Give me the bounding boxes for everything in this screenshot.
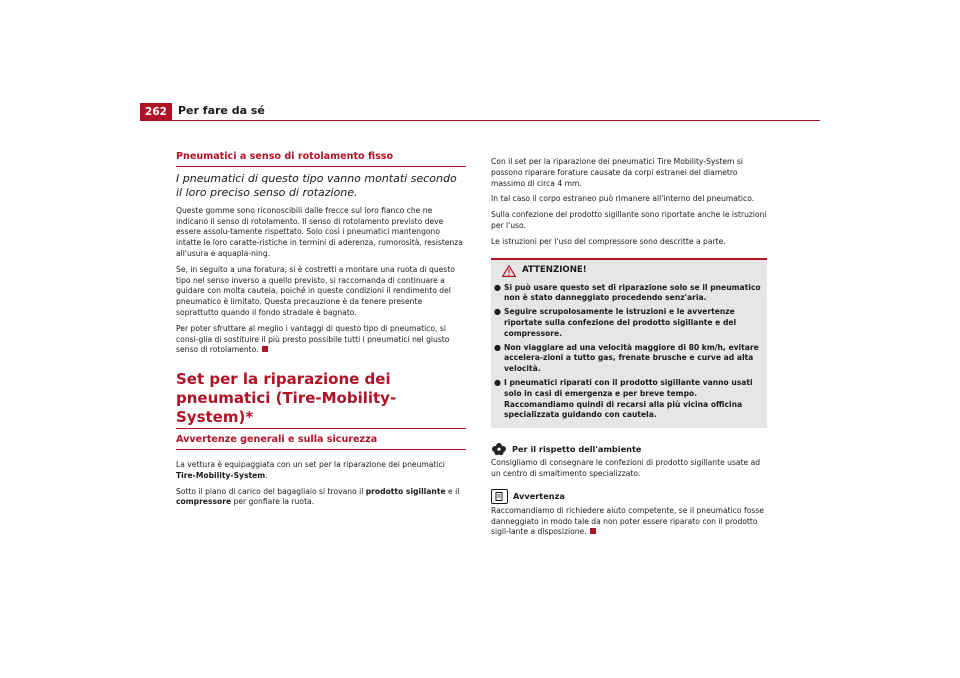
section-heading-safety: Avvertenze generali e sulla sicurezza (176, 435, 466, 450)
paragraph: Per poter sfruttare al meglio i vantaggi di questo tipo di pneumatico, si consi-glia di sostituire il più presto possibile tutti i pneumatici nel giusto senso di rotolamento. (176, 323, 450, 355)
paragraph: Sulla confezione del prodotto sigillante sono riportate anche le istruzioni per l'uso. (491, 210, 767, 230)
warning-box (491, 258, 767, 429)
warning-item: ● Si può usare questo set di riparazione solo se il pneumatico non è stato danneggiato procedendo senz'aria. (494, 282, 761, 303)
notice (491, 489, 767, 538)
paragraph: Con il set per la riparazione dei pneumatici Tire Mobility-System si possono riparare forature causate da corpi estranei del diametro massimo di circa 4 mm. (491, 157, 743, 188)
warning-triangle-icon (502, 265, 516, 277)
page-number: 262 (140, 103, 172, 120)
environment-text: Consigliamo di consegnare le confezioni di prodotto sigillante usate ad un centro di smaltimento specializzato. (491, 458, 761, 478)
section-subtitle: I pneumatici di questo tipo vanno montati secondo il loro preciso senso di rotazione. (176, 171, 457, 199)
note-icon (491, 489, 508, 504)
paragraph: La vettura è equipaggiata con un set per la riparazione dei pneumatici Tire-Mobility-System. (176, 459, 445, 480)
running-head: Per fare da sé (178, 104, 265, 117)
end-mark-icon (262, 346, 268, 352)
end-mark-icon (590, 528, 596, 534)
paragraph: Se, in seguito a una foratura, si è costretti a montare una ruota di questo tipo nel senso inverso a quello previsto, si raccomanda di continuare a guidare con molta cautela, poiché in queste condizioni il rendimento del pneumatico è limitato. Questa precauzione è da tenere presente soprattutto quando il fondo stradale è bagnato. (176, 264, 455, 317)
environment-note (491, 442, 767, 480)
paragraph: Queste gomme sono riconoscibili dalle frecce sul loro fianco che ne indicano il senso di rotolamento. Il senso di rotolamento previsto deve essere assolu-tamente rispettato. Solo così i pneumatici mantengono intatte le loro caratte-ristiche in termini di aderenza, rumorosità, resistenza all'usura e aquapla-ning. (176, 205, 463, 258)
header-rule (140, 120, 820, 121)
warning-title: ATTENZIONE! (502, 265, 764, 277)
right-column (491, 157, 767, 547)
section-heading-directional-tyres: Pneumatici a senso di rotolamento fisso (176, 152, 466, 167)
notice-text: Raccomandiamo di richiedere aiuto competente, se il pneumatico fosse danneggiato in modo tale da non poter essere riparato con il prodotto sigil-lante a disposizione. (491, 505, 764, 537)
warning-item: ● Non viaggiare ad una velocità maggiore di 80 km/h, evitare accelera-zioni a tutto gas, frenate brusche e curve ad alta velocità. (494, 342, 759, 374)
paragraph: In tal caso il corpo estraneo può rimanere all'interno del pneumatico. (491, 194, 755, 204)
warning-item: ● Seguire scrupolosamente le istruzioni e le avvertenze riportate sulla confezione del prodotto sigillante e del compressore. (494, 307, 737, 338)
environment-flower-icon (491, 442, 507, 456)
chapter-heading-repair-kit: Set per la riparazione dei pneumatici (Tire-Mobility-System)* (176, 370, 466, 429)
left-column (176, 152, 466, 513)
paragraph: Sotto il piano di carico del bagagliaio si trovano il prodotto sigillante e il compressore per gonfiare la ruota. (176, 486, 460, 507)
environment-heading: Per il rispetto dell'ambiente (491, 442, 767, 456)
warning-item: ● I pneumatici riparati con il prodotto sigillante vanno usati solo in casi di emergenza e per breve tempo. Raccomandiamo quindi di recarsi alla più vicina officina specializzata guidando con cautela. (494, 377, 753, 420)
paragraph: Le istruzioni per l'uso del compressore sono descritte a parte. (491, 236, 726, 246)
notice-heading: Avvertenza (491, 489, 767, 504)
